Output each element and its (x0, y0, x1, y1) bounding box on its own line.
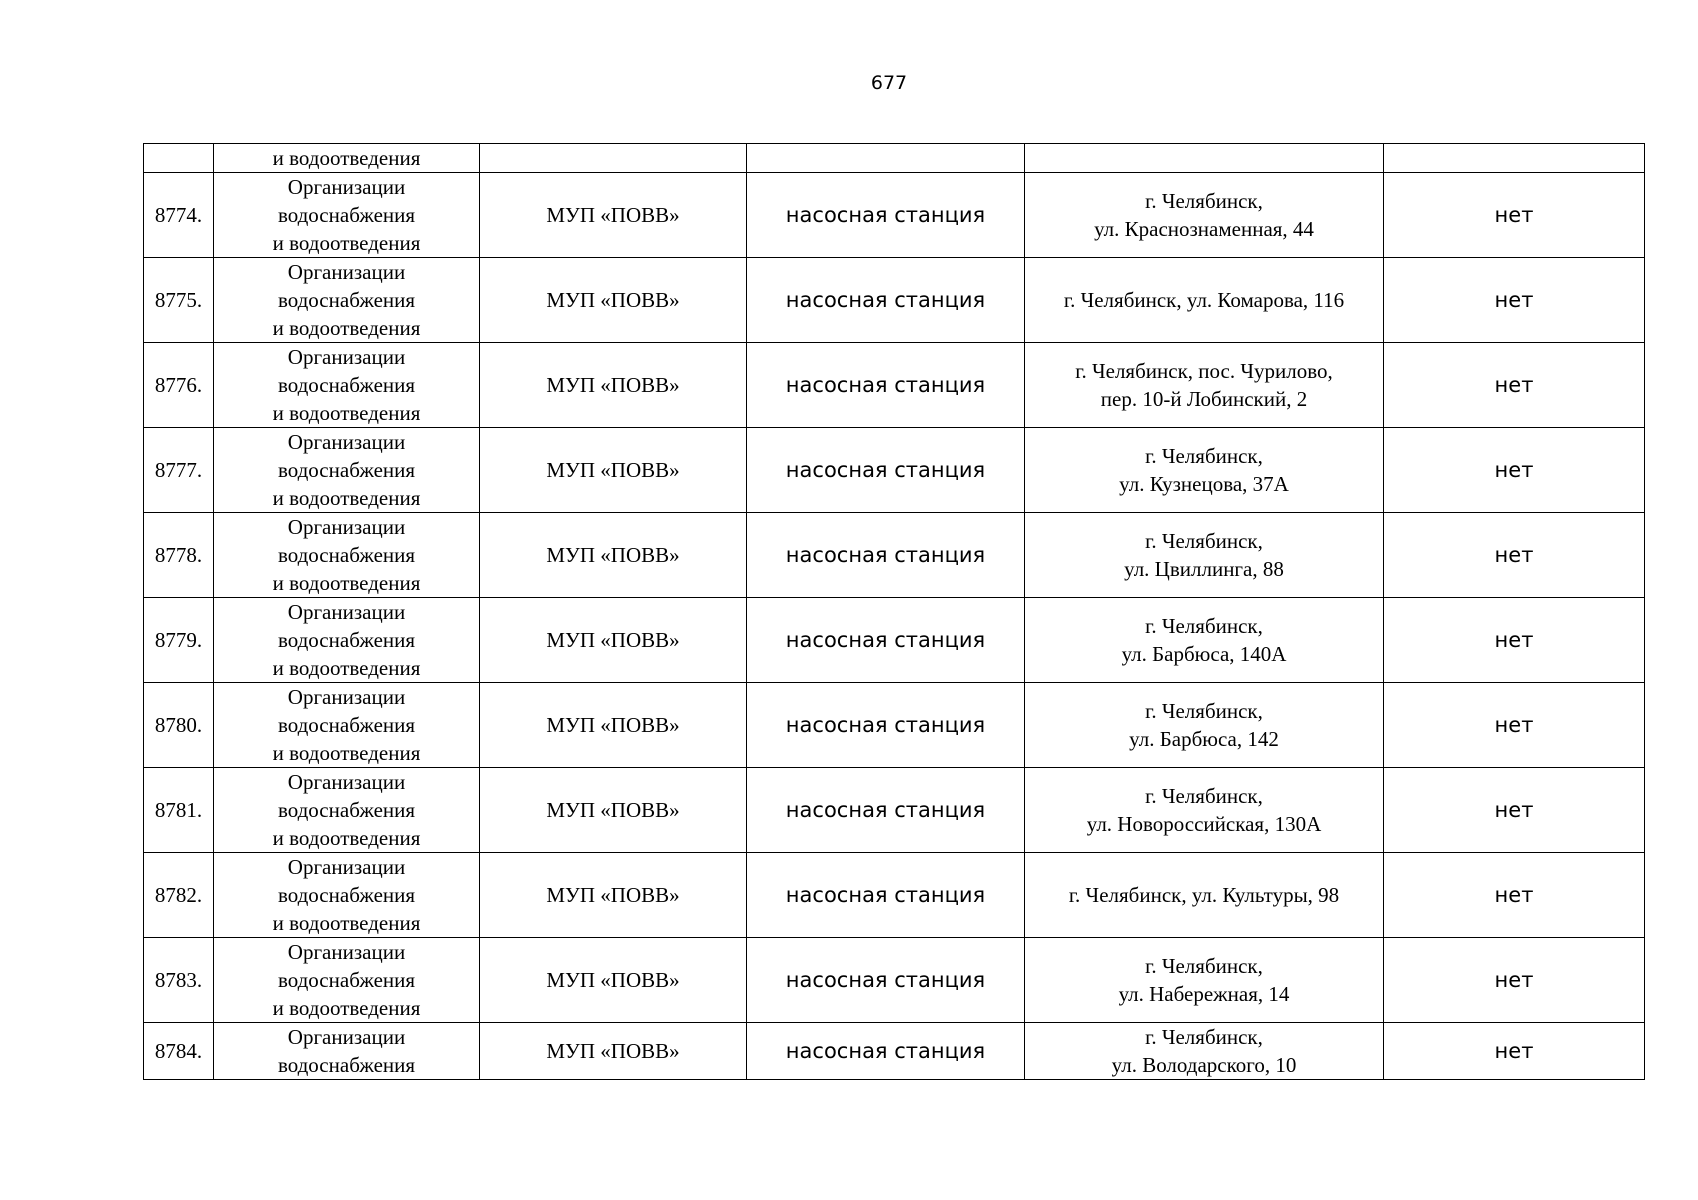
row-category (214, 683, 480, 768)
row-category-line: водоснабжения (277, 883, 416, 907)
row-category-line: Организации (287, 770, 406, 794)
row-address (1025, 768, 1384, 853)
row-flag: нет (1384, 343, 1645, 428)
row-object-type: насосная станция (747, 938, 1025, 1023)
row-address-line: ул. Володарского, 10 (1111, 1053, 1297, 1077)
row-owner: МУП «ПОВВ» (480, 428, 747, 513)
row-address (1025, 173, 1384, 258)
row-category-line: и водоотведения (272, 486, 421, 510)
row-category (214, 258, 480, 343)
row-category (214, 768, 480, 853)
row-flag: нет (1384, 513, 1645, 598)
row-number: 8784. (144, 1023, 214, 1080)
row-number: 8778. (144, 513, 214, 598)
row-category-line: водоснабжения (277, 1053, 416, 1077)
row-owner (480, 144, 747, 173)
row-object-type: насосная станция (747, 598, 1025, 683)
row-address-line: ул. Новороссийская, 130А (1086, 812, 1322, 836)
row-category-line: водоснабжения (277, 458, 416, 482)
row-owner: МУП «ПОВВ» (480, 598, 747, 683)
row-category-line: Организации (287, 345, 406, 369)
row-category-line: водоснабжения (277, 798, 416, 822)
row-category (214, 1023, 480, 1080)
row-address (1025, 428, 1384, 513)
row-number: 8775. (144, 258, 214, 343)
row-object-type: насосная станция (747, 343, 1025, 428)
row-address-line: г. Челябинск, (1145, 784, 1263, 808)
table-row (144, 343, 1645, 428)
row-number: 8782. (144, 853, 214, 938)
row-object-type (747, 144, 1025, 173)
row-address-line: г. Челябинск, (1145, 189, 1263, 213)
row-category (214, 598, 480, 683)
row-address-line: ул. Барбюса, 142 (1129, 727, 1279, 751)
row-category-line: и водоотведения (272, 656, 421, 680)
row-number: 8781. (144, 768, 214, 853)
row-owner: МУП «ПОВВ» (480, 768, 747, 853)
row-category-line: водоснабжения (277, 203, 416, 227)
table-row (144, 683, 1645, 768)
row-category-line: и водоотведения (272, 316, 421, 340)
row-category-line: водоснабжения (277, 543, 416, 567)
table-row (144, 173, 1645, 258)
row-category-line: водоснабжения (277, 288, 416, 312)
row-number: 8780. (144, 683, 214, 768)
row-address-line: ул. Цвиллинга, 88 (1124, 557, 1284, 581)
row-address-line: г. Челябинск, пос. Чурилово, (1075, 359, 1333, 383)
row-category-line: и водоотведения (272, 401, 421, 425)
row-category-line: и водоотведения (272, 911, 421, 935)
row-address-line: ул. Набережная, 14 (1118, 982, 1290, 1006)
row-category-line: Организации (287, 515, 406, 539)
row-flag: нет (1384, 173, 1645, 258)
table-row (144, 144, 1645, 173)
row-category-line: Организации (287, 430, 406, 454)
row-category (214, 343, 480, 428)
table-row (144, 1023, 1645, 1080)
row-object-type: насосная станция (747, 258, 1025, 343)
table-row (144, 598, 1645, 683)
row-address-line: г. Челябинск, (1145, 1025, 1263, 1049)
row-category-line: водоснабжения (277, 373, 416, 397)
row-owner: МУП «ПОВВ» (480, 1023, 747, 1080)
table-row (144, 258, 1645, 343)
row-flag: нет (1384, 598, 1645, 683)
row-address-line: ул. Барбюса, 140А (1121, 642, 1287, 666)
row-object-type: насосная станция (747, 428, 1025, 513)
row-object-type: насосная станция (747, 173, 1025, 258)
registry-table (143, 143, 1645, 1080)
row-number: 8774. (144, 173, 214, 258)
row-category-line: Организации (287, 685, 406, 709)
row-number: 8783. (144, 938, 214, 1023)
row-owner: МУП «ПОВВ» (480, 173, 747, 258)
row-flag: нет (1384, 258, 1645, 343)
table-row (144, 428, 1645, 513)
row-flag (1384, 144, 1645, 173)
row-category-line: Организации (287, 855, 406, 879)
row-object-type: насосная станция (747, 683, 1025, 768)
table-row (144, 938, 1645, 1023)
row-object-type: насосная станция (747, 768, 1025, 853)
row-category-line: водоснабжения (277, 713, 416, 737)
row-category (214, 144, 480, 173)
page-number: 677 (870, 72, 908, 94)
row-owner: МУП «ПОВВ» (480, 343, 747, 428)
row-category-line: и водоотведения (272, 571, 421, 595)
row-number (144, 144, 214, 173)
row-category-line: Организации (287, 260, 406, 284)
row-address (1025, 513, 1384, 598)
row-category (214, 173, 480, 258)
row-owner: МУП «ПОВВ» (480, 258, 747, 343)
row-address (1025, 1023, 1384, 1080)
row-address (1025, 598, 1384, 683)
row-object-type: насосная станция (747, 1023, 1025, 1080)
row-flag: нет (1384, 768, 1645, 853)
row-number: 8776. (144, 343, 214, 428)
row-number: 8777. (144, 428, 214, 513)
row-flag: нет (1384, 428, 1645, 513)
row-category-line: водоснабжения (277, 628, 416, 652)
row-owner: МУП «ПОВВ» (480, 938, 747, 1023)
row-address-line: пер. 10-й Лобинский, 2 (1100, 387, 1308, 411)
row-owner: МУП «ПОВВ» (480, 683, 747, 768)
row-address-line: г. Челябинск, (1145, 529, 1263, 553)
row-flag: нет (1384, 853, 1645, 938)
row-category (214, 513, 480, 598)
table-row (144, 513, 1645, 598)
row-number: 8779. (144, 598, 214, 683)
row-category-line: и водоотведения (272, 741, 421, 765)
row-category-line: Организации (287, 175, 406, 199)
row-category-line: и водоотведения (272, 826, 421, 850)
row-address-line: г. Челябинск, (1145, 614, 1263, 638)
row-category-line: и водоотведения (272, 146, 421, 170)
row-category-line: Организации (287, 600, 406, 624)
row-category-line: и водоотведения (272, 231, 421, 255)
row-address (1025, 683, 1384, 768)
row-category-line: водоснабжения (277, 968, 416, 992)
row-address-line: ул. Краснознаменная, 44 (1094, 217, 1314, 241)
row-address (1025, 144, 1384, 173)
row-address (1025, 853, 1384, 938)
row-category (214, 938, 480, 1023)
row-owner: МУП «ПОВВ» (480, 853, 747, 938)
row-address-line: г. Челябинск, (1145, 954, 1263, 978)
row-flag: нет (1384, 683, 1645, 768)
row-address (1025, 343, 1384, 428)
row-category (214, 853, 480, 938)
row-category-line: Организации (287, 940, 406, 964)
row-flag: нет (1384, 938, 1645, 1023)
row-address (1025, 258, 1384, 343)
row-category (214, 428, 480, 513)
row-category-line: и водоотведения (272, 996, 421, 1020)
table-body (144, 144, 1645, 1080)
table-row (144, 768, 1645, 853)
row-flag: нет (1384, 1023, 1645, 1080)
row-category-line: Организации (287, 1025, 406, 1049)
row-address-line: г. Челябинск, ул. Комарова, 116 (1063, 288, 1345, 312)
row-address-line: г. Челябинск, (1145, 444, 1263, 468)
row-object-type: насосная станция (747, 853, 1025, 938)
row-address-line: г. Челябинск, (1145, 699, 1263, 723)
row-address-line: ул. Кузнецова, 37А (1119, 472, 1289, 496)
row-address-line: г. Челябинск, ул. Культуры, 98 (1068, 883, 1340, 907)
row-owner: МУП «ПОВВ» (480, 513, 747, 598)
table-row (144, 853, 1645, 938)
row-object-type: насосная станция (747, 513, 1025, 598)
row-address (1025, 938, 1384, 1023)
